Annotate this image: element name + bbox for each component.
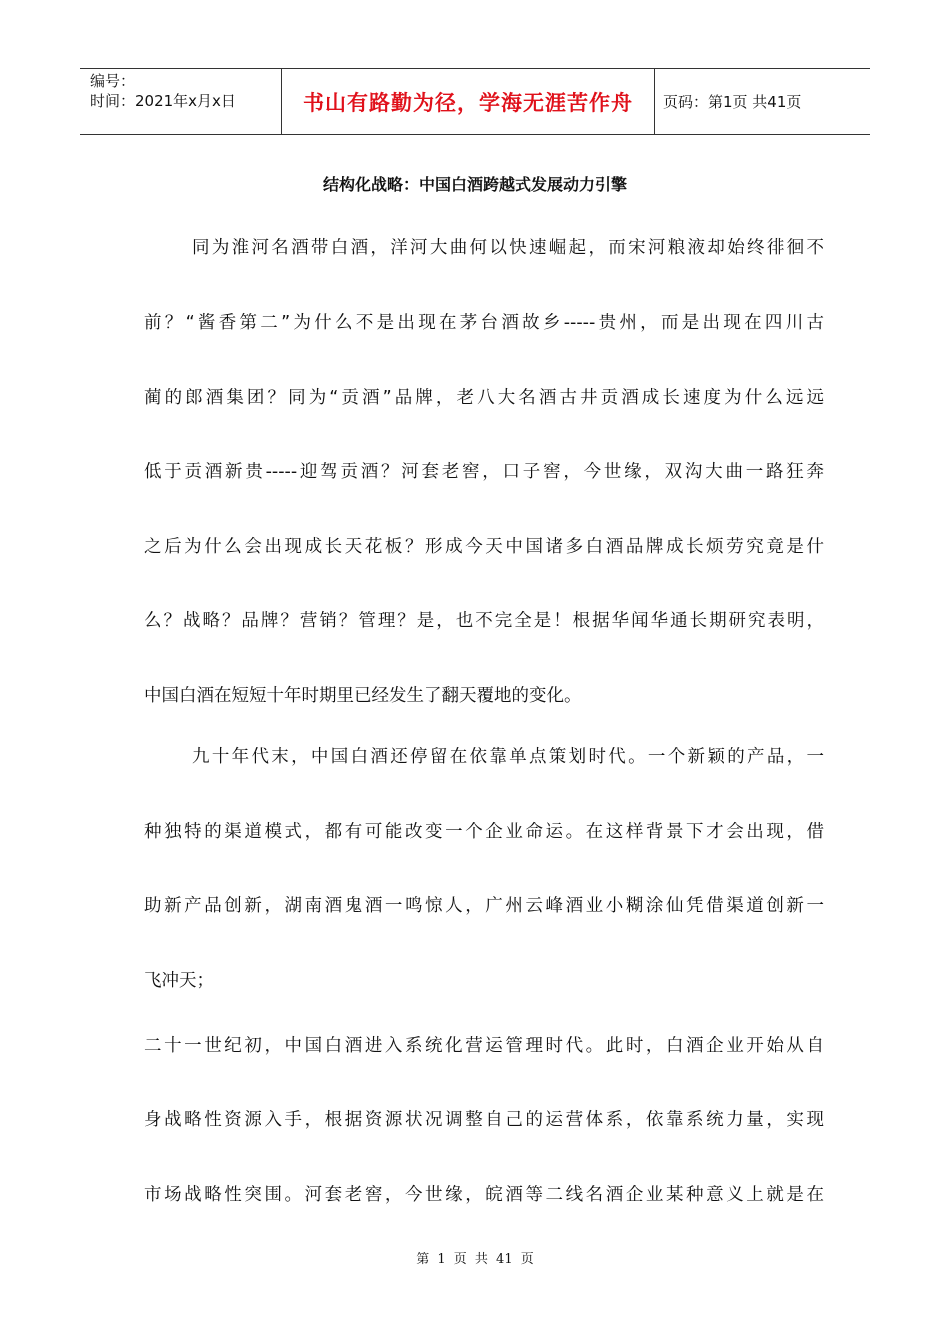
text-line: 中国白酒在短短十年时期里已经发生了翻天覆地的变化。 — [144, 686, 582, 706]
text-line: 二十一世纪初，中国白酒进入系统化营运管理时代。此时，白酒企业开始从自 — [144, 1036, 824, 1056]
text-line: 之后为什么会出现成长天花板？形成今天中国诸多白酒品牌成长烦劳究竟是什 — [144, 537, 824, 557]
text-line: 前？“酱香第二”为什么不是出现在茅台酒故乡-----贵州，而是出现在四川古 — [144, 313, 824, 333]
header-meta — [80, 69, 281, 134]
text-line: 市场战略性突围。河套老窖，今世缘，皖酒等二线名酒企业某种意义上就是在 — [144, 1185, 824, 1205]
text-line: 蔺的郎酒集团？同为“贡酒”品牌，老八大名酒古井贡酒成长速度为什么远远 — [144, 388, 824, 408]
page-info: 页码：第1页 共41页 — [663, 93, 802, 111]
number-label: 编号： — [90, 72, 136, 90]
header-table — [80, 68, 870, 135]
text-line: 么？战略？品牌？营销？管理？是，也不完全是！根据华闻华通长期研究表明， — [144, 611, 824, 631]
date-label: 时间：2021年x月x日 — [90, 92, 236, 110]
document-title: 结构化战略：中国白酒跨越式发展动力引擎 — [322, 175, 627, 194]
text-line: 九十年代末，中国白酒还停留在依靠单点策划时代。一个新颖的产品，一 — [192, 747, 824, 767]
text-line: 身战略性资源入手，根据资源状况调整自己的运营体系，依靠系统力量，实现 — [144, 1110, 824, 1130]
text-line: 种独特的渠道模式，都有可能改变一个企业命运。在这样背景下才会出现，借 — [144, 822, 824, 842]
text-line: 同为淮河名酒带白酒，洋河大曲何以快速崛起，而宋河粮液却始终徘徊不 — [192, 238, 824, 258]
text-line: 飞冲天； — [144, 971, 214, 991]
text-line: 助新产品创新，湖南酒鬼酒一鸣惊人，广州云峰酒业小糊涂仙凭借渠道创新一 — [144, 896, 824, 916]
page-footer: 第 1 页 共 41 页 — [416, 1252, 534, 1267]
motto: 书山有路勤为径，学海无涯苦作舟 — [281, 69, 655, 134]
text-line: 低于贡酒新贵-----迎驾贡酒？河套老窖，口子窖，今世缘，双沟大曲一路狂奔 — [144, 462, 824, 482]
